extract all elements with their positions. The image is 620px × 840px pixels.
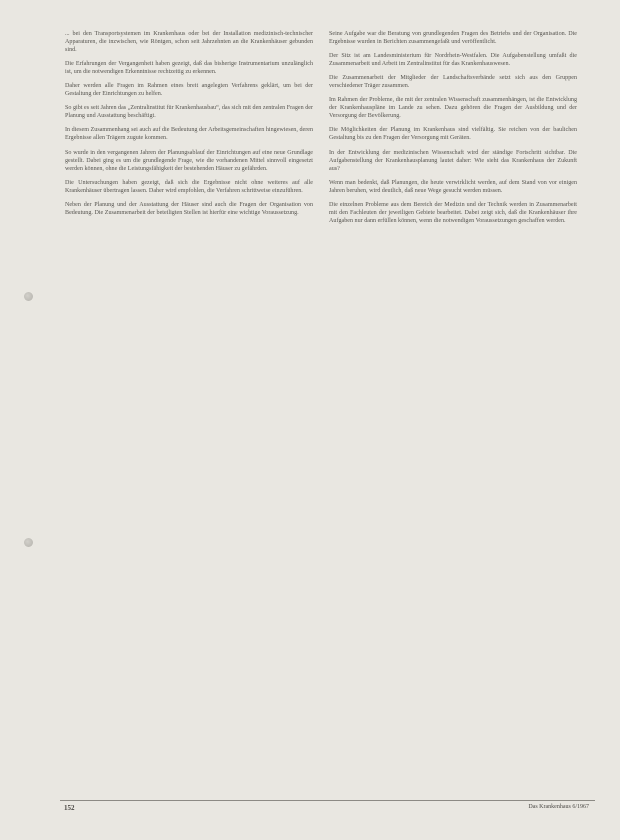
paragraph: Im Rahmen der Probleme, die mit der zentralen Wissenschaft zusammenhängen, ist die Entwicklung der Krankenhauspläne im Lande zu sehen. Dazu gehören die Fragen der Ausbildung und der Versorgung der Bevölkerung. <box>329 97 577 120</box>
paragraph: Die Erfahrungen der Vergangenheit haben gezeigt, daß das bisherige Instrumentarium unzulänglich ist, um die notwendigen Erkenntnisse rechtzeitig zu erkennen. <box>65 61 313 76</box>
paragraph: Seine Aufgabe war die Beratung von grundlegenden Fragen des Betriebs und der Organisation. Die Ergebnisse wurden in Berichten zusammengefaßt und veröffentlicht. <box>329 31 577 46</box>
left-text-column <box>65 30 313 223</box>
paragraph: Die Untersuchungen haben gezeigt, daß sich die Ergebnisse nicht ohne weiteres auf alle Krankenhäuser übertragen lassen. Daher wird empfohlen, die Verfahren schrittweise einzuführen. <box>65 179 313 194</box>
paragraph: ... bei den Transportsystemen im Krankenhaus oder bei der Installation medizinisch-technischer Apparaturen, die inzwischen, wie Röntgen, schon seit Jahrzehnten an die Krankenhäuser gebunden sind. <box>65 31 313 54</box>
page-footer <box>60 800 595 812</box>
punch-hole <box>24 292 33 301</box>
paragraph: Der Sitz ist am Landesministerium für Nordrhein-Westfalen. Die Aufgabenstellung umfaßt die Zusammenarbeit und Arbeit im Zentralinstitut für das Krankenhauswesen. <box>329 53 577 68</box>
page-number: 152 <box>64 804 75 812</box>
journal-reference: Das Krankenhaus 6/1967 <box>528 804 589 810</box>
paragraph: In der Entwicklung der medizinischen Wissenschaft wird der ständige Fortschritt sichtbar. Die Aufgabenstellung der Krankenhausplanung lautet daher: Wie sieht das Krankenhaus der Zukunft aus? <box>329 149 577 172</box>
paragraph: Neben der Planung und der Ausstattung der Häuser sind auch die Fragen der Organisation von Bedeutung. Die Zusammenarbeit der beteiligten Stellen ist hierfür eine wichtige Voraussetzung. <box>65 201 313 216</box>
punch-hole <box>24 538 33 547</box>
right-text-column <box>329 30 577 231</box>
paragraph: Die einzelnen Probleme aus dem Bereich der Medizin und der Technik werden in Zusammenarbeit mit den Fachleuten der jeweiligen Gebiete bearbeitet. Dabei zeigt sich, daß die Krankenhäuser ihre Aufgaben nur dann erfüllen können, wenn die notwendigen Voraussetzungen geschaffen werden. <box>329 201 577 224</box>
paragraph: Wenn man bedenkt, daß Planungen, die heute verwirklicht werden, auf dem Stand von vor einigen Jahren beruhen, wird deutlich, daß neue Wege gesucht werden müssen. <box>329 179 577 194</box>
paragraph: Die Zusammenarbeit der Mitglieder der Landschaftsverbände setzt sich aus den Gruppen verschiedener Träger zusammen. <box>329 75 577 90</box>
paragraph: Daher werden alle Fragen im Rahmen eines breit angelegten Verfahrens geklärt, um bei der Gestaltung der Einrichtungen zu helfen. <box>65 83 313 98</box>
paragraph: So wurde in den vergangenen Jahren der Planungsablauf der Einrichtungen auf eine neue Grundlage gestellt. Dabei ging es um die grundlegende Frage, wie die vorhandenen Mittel sinnvoll eingesetzt werden können, ohne die Leistungsfähigkeit der bestehenden Häuser zu gefährden. <box>65 149 313 172</box>
paragraph: In diesem Zusammenhang sei auch auf die Bedeutung der Arbeitsgemeinschaften hingewiesen, deren Ergebnisse allen Trägern zugute kommen. <box>65 127 313 142</box>
paragraph: Die Möglichkeiten der Planung im Krankenhaus sind vielfältig. Sie reichen von der baulichen Gestaltung bis zu den Fragen der Versorgung mit Geräten. <box>329 127 577 142</box>
paragraph: So gibt es seit Jahren das „Zentralinstitut für Krankenhausbau“, das sich mit den zentralen Fragen der Planung und Ausstattung beschäftigt. <box>65 105 313 120</box>
